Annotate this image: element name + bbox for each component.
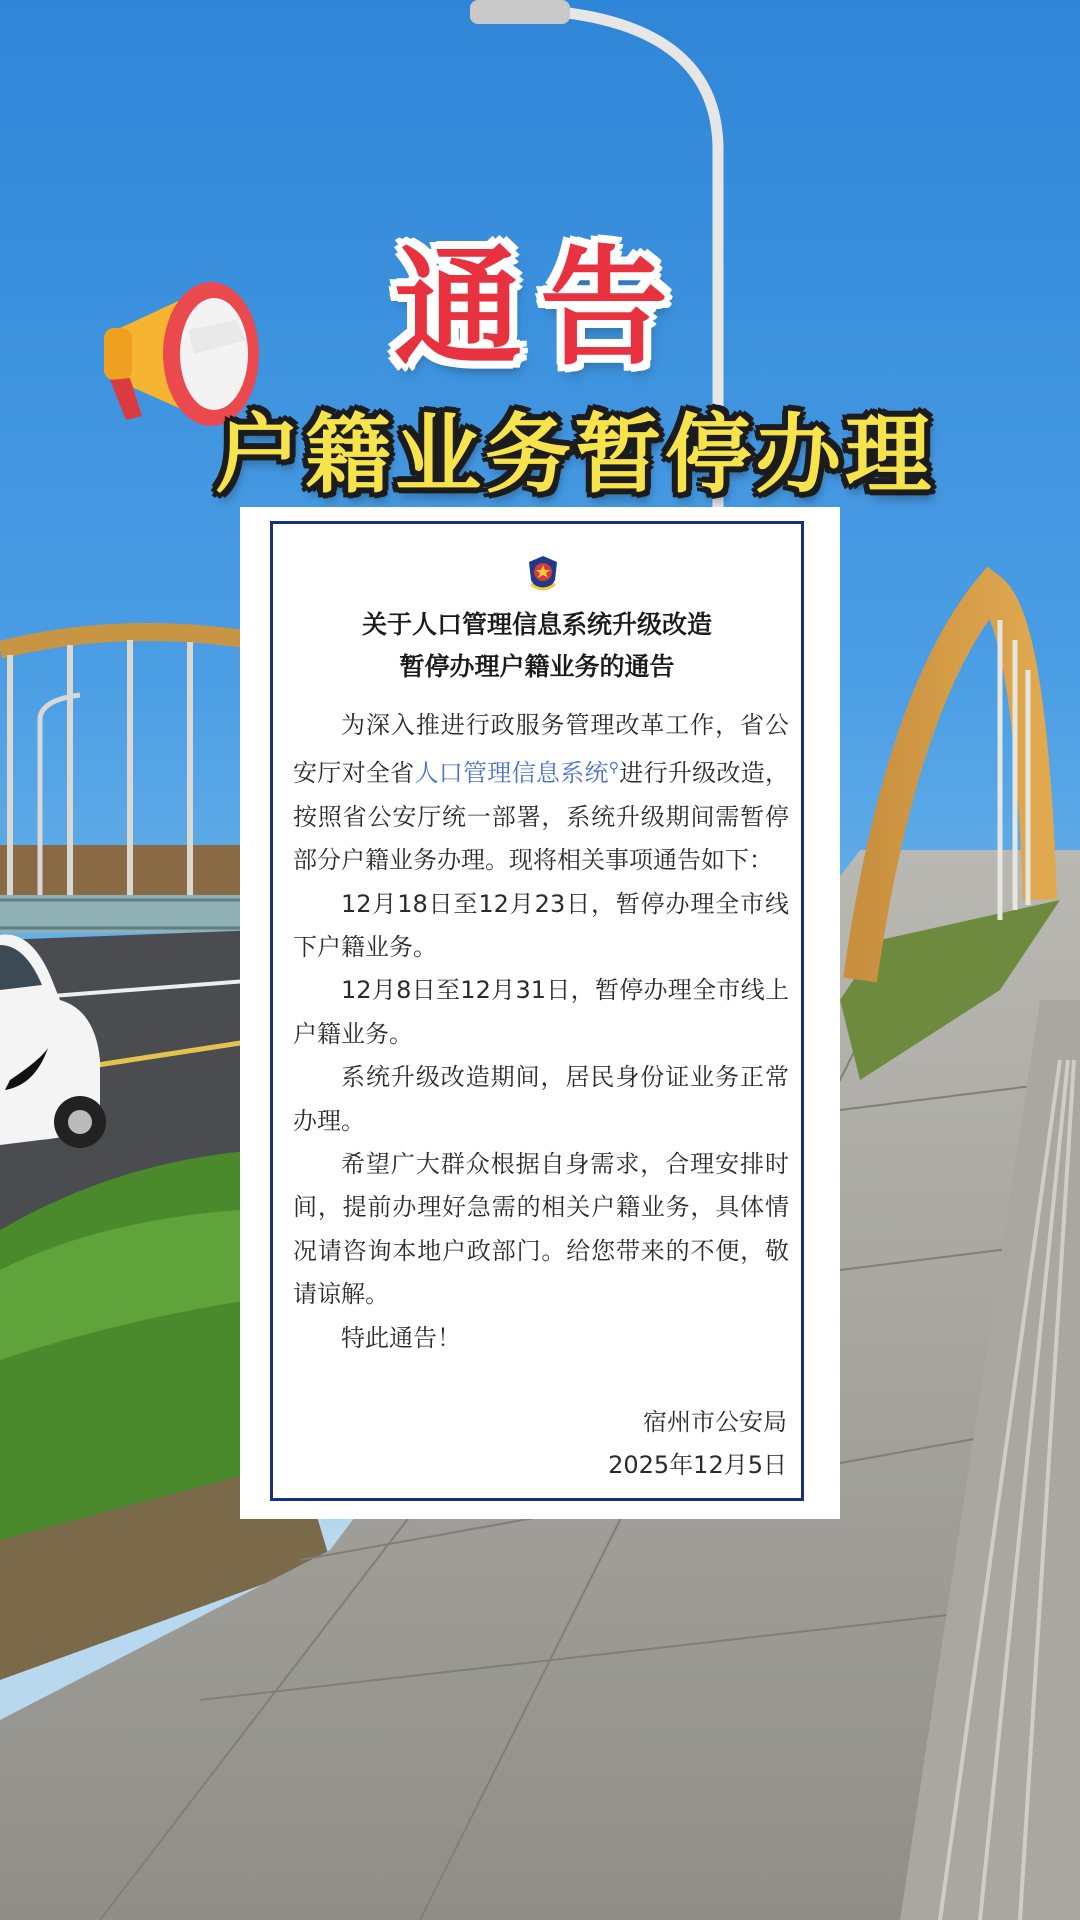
headline-subtitle: 户籍业务暂停办理 xyxy=(215,405,935,505)
notice-frame xyxy=(270,521,804,1501)
notice-paragraph-5: 希望广大群众根据自身需求，合理安排时间，提前办理好急需的相关户籍业务，具体情况请咨询本地户政部门。给您带来的不便，敬请谅解。 xyxy=(293,1150,789,1309)
notice-paragraph-1 xyxy=(293,704,789,883)
notice-title-line1: 关于人口管理信息系统升级改造 xyxy=(361,610,712,639)
signature-date: 2025年12月5日 xyxy=(608,1451,787,1479)
notice-paragraph-4: 系统升级改造期间，居民身份证业务正常办理。 xyxy=(293,1063,789,1135)
notice-card xyxy=(240,507,840,1519)
notice-paragraph-2: 12月18日至12月23日，暂停办理全市线下户籍业务。 xyxy=(293,889,789,962)
paragraph1-pre: 为深入推进行政服务管理改革工作，省公安厅对全省 xyxy=(293,711,789,788)
signature-org: 宿州市公安局 xyxy=(643,1408,787,1436)
headline-title: 通告 xyxy=(393,234,686,383)
paragraph1-post: 进行升级改造，按照省公安厅统一部署，系统升级期间需暂停部分户籍业务办理。现将相关事项通告如下： xyxy=(293,759,790,875)
notice-body xyxy=(273,704,801,1360)
police-emblem-icon xyxy=(525,554,561,592)
notice-paragraph-6: 特此通告！ xyxy=(341,1323,461,1352)
system-link[interactable]: 人口管理信息系统 xyxy=(414,759,609,788)
notice-title-line2: 暂停办理户籍业务的通告 xyxy=(399,652,675,681)
search-icon[interactable]: ⚲ xyxy=(608,760,619,777)
notice-paragraph-3: 12月8日至12月31日，暂停办理全市线上户籍业务。 xyxy=(293,976,789,1048)
